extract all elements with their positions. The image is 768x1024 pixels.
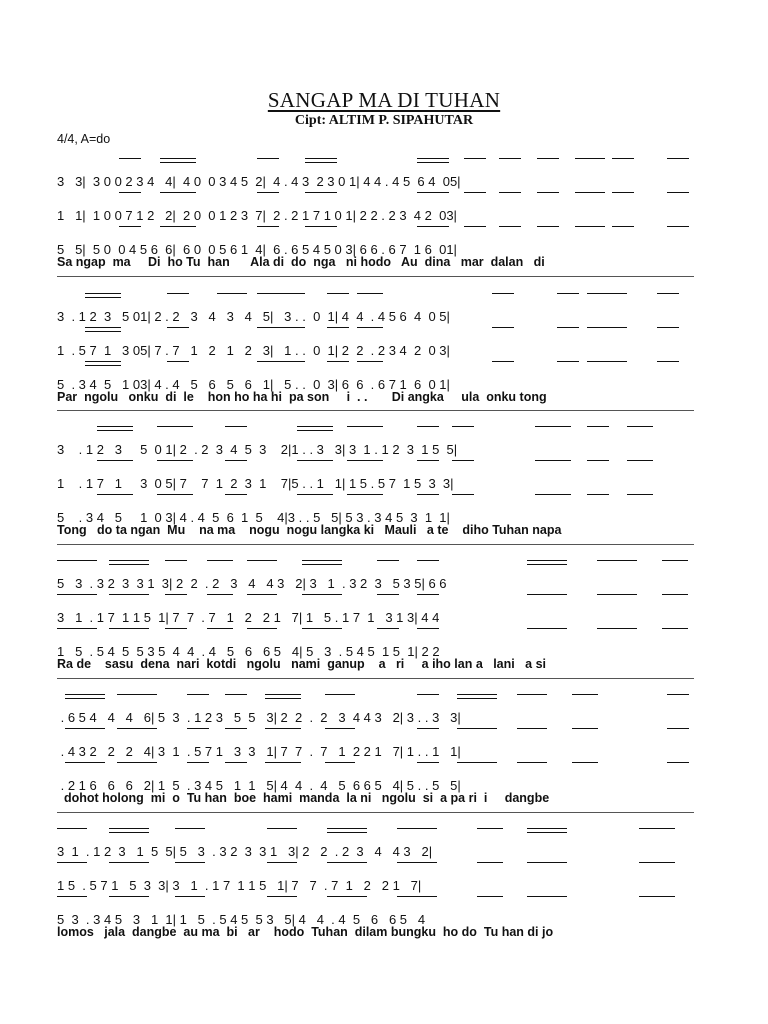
notes-soprano: 3 3| 3 0 0 2 3 4 4| 4 0 0 3 4 5 2| 4 . 4 3 2 3 0 1| 4 4 . 4 5 6 4 05| — [57, 174, 461, 189]
notes-soprano: 3 . 1 2 3 5 0 1| 2 . 2 3 4 5 3 2|1 . . 3 3| 3 1 . 1 2 3 1 5 5| — [57, 442, 458, 457]
notes-alto: 1 . 1 7 1 3 0 5| 7 7 1 2 3 1 7|5 . . 1 1| 1 5 . 5 7 1 5 3 3| — [57, 476, 454, 491]
notes-soprano: 3 . 1 2 3 5 01| 2 . 2 3 4 3 4 5| 3 . . 0 1| 4 4 . 4 5 6 4 0 5| — [57, 309, 450, 324]
notes-soprano: 3 1 . 1 2 3 1 5 5| 5 3 . 3 2 3 3 1 3| 2 2 . 2 3 4 4 3 2| — [57, 844, 433, 859]
notes-alto: 1 . 5 7 1 3 05| 7 . 7 1 2 1 2 3| 1 . . 0 1| 2 2 . 2 3 4 2 0 3| — [57, 343, 450, 358]
notes-bass: 1 5 . 5 4 5 5 3 5 4 4 . 4 5 6 6 5 4| 5 3 . 5 4 5 1 5 1| 2 2 — [57, 644, 440, 659]
song-title: SANGAP MA DI TUHAN — [267, 88, 501, 112]
composer-credit: Cipt: ALTIM P. SIPAHUTAR — [294, 113, 474, 128]
music-system-5 — [0, 676, 768, 811]
notes-alto: . 4 3 2 2 2 4| 3 1 . 5 7 1 3 3 1| 7 7 . 7 1 2 2 1 7| 1 . . 1 1| — [57, 744, 461, 759]
notes-bass: 5 3 . 3 4 5 3 1 1| 1 5 . 5 4 5 5 3 5| 4 4 . 4 5 6 6 5 4 — [57, 912, 426, 927]
notes-alto: 1 1| 1 0 0 7 1 2 2| 2 0 0 1 2 3 7| 2 . 2 1 7 1 0 1| 2 2 . 2 3 4 2 03| — [57, 208, 457, 223]
music-system-2 — [0, 275, 768, 410]
notes-bass: 5 . 3 4 5 1 0 3| 4 . 4 5 6 1 5 4|3 . . 5 5| 5 3 . 3 4 5 3 1 1| — [57, 510, 450, 525]
music-system-1 — [0, 140, 768, 275]
music-system-6 — [0, 810, 768, 945]
notes-alto: 1 5 . 5 7 1 5 3 3| 3 1 . 1 7 1 1 5 1| 7 7 . 7 1 2 2 1 7| — [57, 878, 422, 893]
time-key-signature: 4/4, A=do — [57, 132, 111, 146]
lyrics-line: Sa ngap ma Di ho Tu han Ala di do nga ni hodo Au dina mar dalan di — [57, 255, 545, 269]
lyrics-line: Par ngolu onku di le hon ho ha hi pa son i . . Di angka ula onku tong — [57, 390, 547, 404]
lyrics-line: Tong do ta ngan Mu na ma nogu nogu langka ki Mauli a te diho Tuhan napa — [57, 523, 562, 537]
lyrics-line: lomos jala dangbe au ma bi ar hodo Tuhan dilam bungku ho do Tu han di jo — [57, 925, 554, 939]
notes-soprano: . 6 5 4 4 4 6| 5 3 . 1 2 3 5 5 3| 2 2 . 2 3 4 4 3 2| 3 . . 3 3| — [57, 710, 461, 725]
notes-alto: 3 1 . 1 7 1 1 5 1| 7 7 . 7 1 2 2 1 7| 1 5 . 1 7 1 3 1 3| 4 4 — [57, 610, 440, 625]
notes-bass: . 2 1 6 6 6 2| 1 5 . 3 4 5 1 1 5| 4 4 . 4 5 6 6 5 4| 5 . . 5 5| — [57, 778, 461, 793]
music-system-3 — [0, 408, 768, 543]
music-system-4 — [0, 542, 768, 677]
notes-soprano: 5 3 . 3 2 3 3 1 3| 2 2 . 2 3 4 4 3 2| 3 1 . 3 2 3 5 3 5| 6 6 — [57, 576, 447, 591]
lyrics-line: dohot holong mi o Tu han boe hami manda la ni ngolu si a pa ri i dangbe — [57, 791, 550, 805]
notes-bass: 5 5| 5 0 0 4 5 6 6| 6 0 0 5 6 1 4| 6 . 6 5 4 5 0 3| 6 6 . 6 7 1 6 01| — [57, 242, 457, 257]
lyrics-line: Ra de sasu dena nari kotdi ngolu nami ganup a ri a iho lan a lani a si — [57, 657, 546, 671]
notes-bass: 5 . 3 4 5 1 03| 4 . 4 5 6 5 6 1| 5 . . 0 3| 6 6 . 6 7 1 6 0 1| — [57, 377, 450, 392]
